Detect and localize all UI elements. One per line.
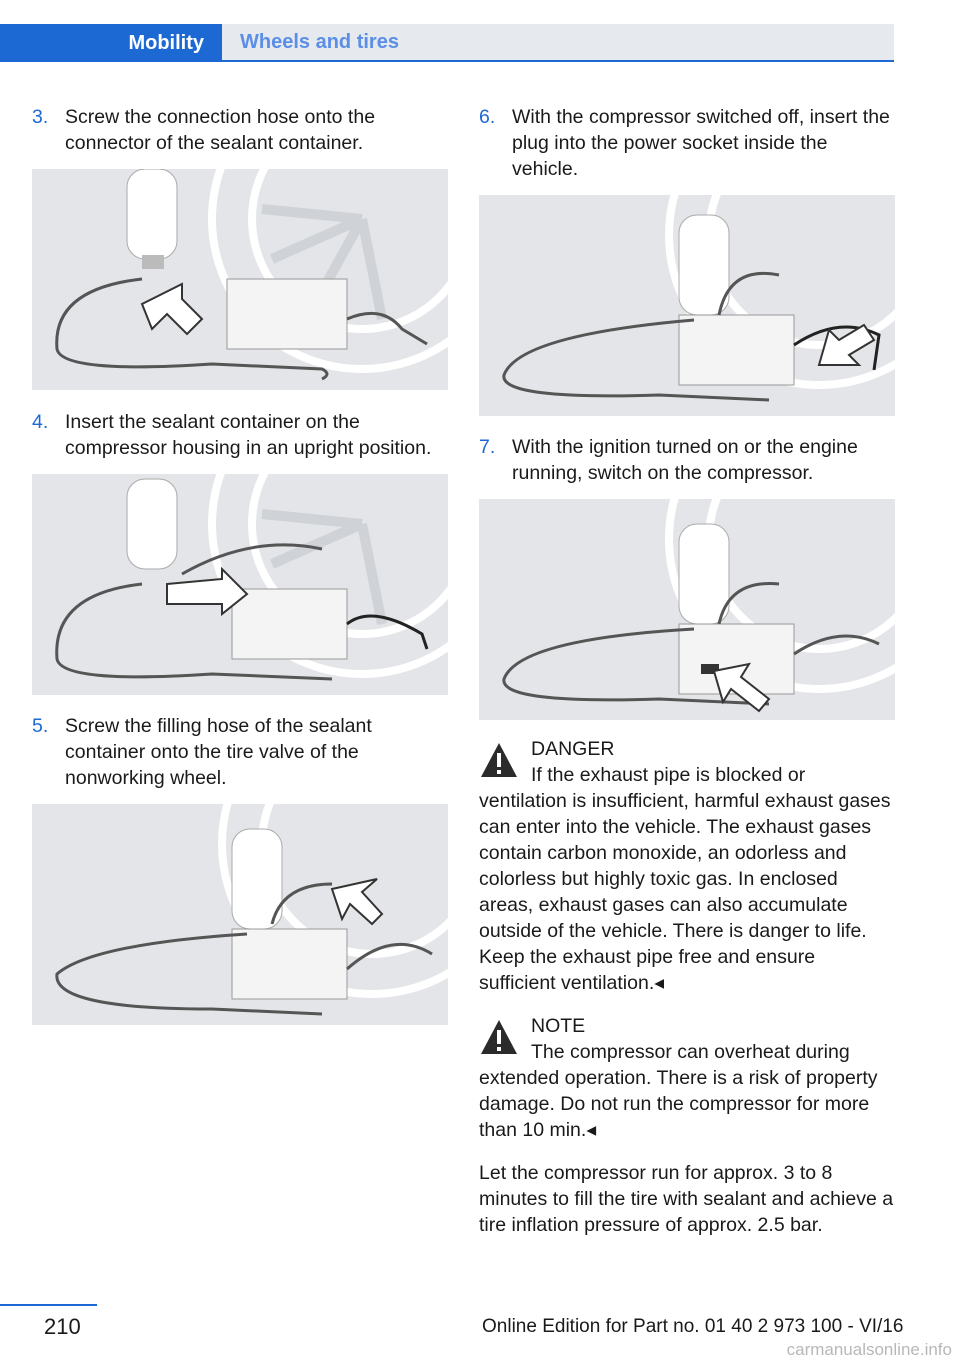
step-number: 6. <box>479 106 496 128</box>
figure-switch-on <box>479 499 895 720</box>
step-number: 5. <box>32 715 49 737</box>
step-number: 3. <box>32 106 49 128</box>
note-warning <box>479 1013 895 1153</box>
compressor-run-paragraph: Let the compressor run for approx. 3 to 8 minutes to fill the tire with sealant and achieve a tire inflation pressure of approx. 2.5 bar. <box>479 1162 894 1236</box>
section-label: Mobility <box>128 31 204 54</box>
edition-label: Online Edition for Part no. 01 40 2 973 100 - VI/16 <box>482 1316 904 1337</box>
step-text: Screw the filling hose of the sealant container onto the tire valve of the nonworking wheel. <box>65 715 372 789</box>
note-text: The compressor can overheat during extended operation. There is a risk of property damage. Do not run the compressor for more than 10 min.◂ <box>479 1041 878 1141</box>
page-number: 210 <box>44 1314 81 1339</box>
step-text: With the compressor switched off, insert the plug into the power socket inside the vehicle. <box>512 106 890 180</box>
step-text: Screw the connection hose onto the connector of the sealant container. <box>65 106 376 154</box>
figure-filling-hose <box>32 804 448 1025</box>
chapter-label: Wheels and tires <box>240 30 399 53</box>
section-tab <box>0 24 222 62</box>
step-number: 4. <box>32 411 49 433</box>
step-text: Insert the sealant container on the compressor housing in an upright position. <box>65 411 432 459</box>
note-heading: NOTE <box>531 1015 586 1037</box>
step-text: With the ignition turned on or the engine running, switch on the compressor. <box>512 436 858 484</box>
footer-divider <box>0 1304 97 1306</box>
header-divider <box>0 60 894 62</box>
warning-heading: DANGER <box>531 738 615 760</box>
figure-power-plug <box>479 195 895 416</box>
chapter-tab <box>222 24 894 60</box>
figure-insert-container <box>32 474 448 695</box>
page-header <box>0 0 960 62</box>
warning-text: If the exhaust pipe is blocked or ventilation is insufficient, harmful exhaust gases can enter into the vehicle. The exhaust gases contain carbon monoxide, an odorless and colorless but highly toxic gas. In enclosed areas, exhaust gases can also accumulate outside of the vehicle. There is danger to life. Keep the exhaust pipe free and ensure sufficient ventilation.◂ <box>479 764 891 994</box>
step-number: 7. <box>479 436 496 458</box>
watermark: carmanualsonline.info <box>786 1340 952 1359</box>
figure-connect-hose <box>32 169 448 390</box>
danger-warning <box>479 736 895 996</box>
